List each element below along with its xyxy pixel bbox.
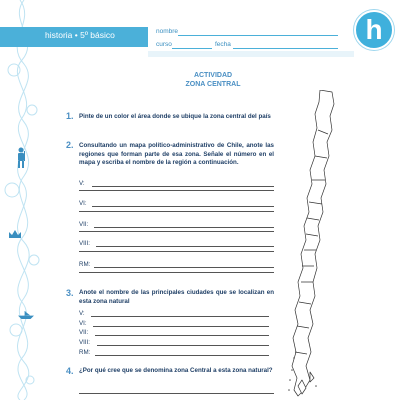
chile-map-icon [280, 90, 350, 400]
ship-icon [18, 311, 34, 319]
soldier-icon [14, 147, 28, 169]
answer-label: VI: [79, 320, 87, 327]
answer-line[interactable] [95, 335, 269, 336]
answer-label: RM: [79, 349, 91, 356]
date-field-line[interactable] [233, 48, 338, 49]
answer-row[interactable] [79, 198, 274, 208]
question-text: Consultando un mapa político-administrativo de Chile, anote las regiones que forman parte de esa zona. Señale el número en el mapa y escriba el nombre de la región a continuación. [79, 142, 274, 167]
answer-line[interactable] [95, 355, 269, 356]
header-band [148, 51, 354, 57]
answer-row[interactable] [79, 337, 269, 347]
answer-label: VII: [79, 221, 89, 228]
answer-row[interactable] [79, 259, 274, 269]
question-text: ¿Por qué cree que se denomina zona Central a esta zona natural? [79, 367, 273, 374]
answer-line[interactable] [94, 267, 274, 268]
answer-row[interactable] [79, 308, 269, 318]
date-label: fecha [215, 41, 231, 48]
question-number: 3. [66, 288, 74, 298]
logo-icon: h [354, 10, 394, 50]
answer-line[interactable] [79, 272, 274, 273]
question-text: Pinte de un color el área donde se ubique la zona central del país [79, 113, 271, 120]
question-number: 2. [66, 140, 74, 150]
answer-line[interactable] [91, 316, 269, 317]
answer-row[interactable] [79, 178, 274, 188]
answer-line[interactable] [92, 206, 274, 207]
name-label: nombre [156, 28, 179, 35]
answer-line[interactable] [79, 393, 274, 394]
answer-label: VIII: [79, 240, 91, 247]
answer-line[interactable] [94, 227, 274, 228]
answer-label: VII: [79, 329, 89, 336]
name-field-line[interactable] [178, 35, 338, 36]
answer-line[interactable] [92, 186, 274, 187]
answer-label: RM: [79, 261, 91, 268]
subject-label: historia • 5º básico [45, 30, 115, 40]
answer-line[interactable] [79, 211, 274, 212]
answer-line[interactable] [97, 345, 269, 346]
question-text: Anote el nombre de las principales ciudades que se localizan en esta zona natural [79, 289, 274, 305]
answer-label: V: [79, 180, 85, 187]
course-label: curso [156, 41, 172, 48]
answer-row[interactable] [79, 327, 269, 337]
answer-line[interactable] [79, 251, 274, 252]
answer-row[interactable] [79, 347, 269, 357]
decorative-ribbon [0, 0, 48, 400]
answer-label: V: [79, 310, 85, 317]
answer-label: VI: [79, 200, 87, 207]
answer-line[interactable] [96, 246, 274, 247]
activity-title: ACTIVIDAD [193, 72, 233, 79]
activity-subtitle: ZONA CENTRAL [185, 81, 241, 88]
question-number: 4. [66, 366, 74, 376]
answer-line[interactable] [79, 231, 274, 232]
answer-line[interactable] [79, 190, 274, 191]
question-number: 1. [66, 111, 74, 121]
answer-row[interactable] [79, 238, 274, 248]
answer-row[interactable] [79, 219, 274, 229]
answer-label: VIII: [79, 339, 91, 346]
course-field-line[interactable] [172, 48, 212, 49]
crown-icon [8, 229, 22, 239]
